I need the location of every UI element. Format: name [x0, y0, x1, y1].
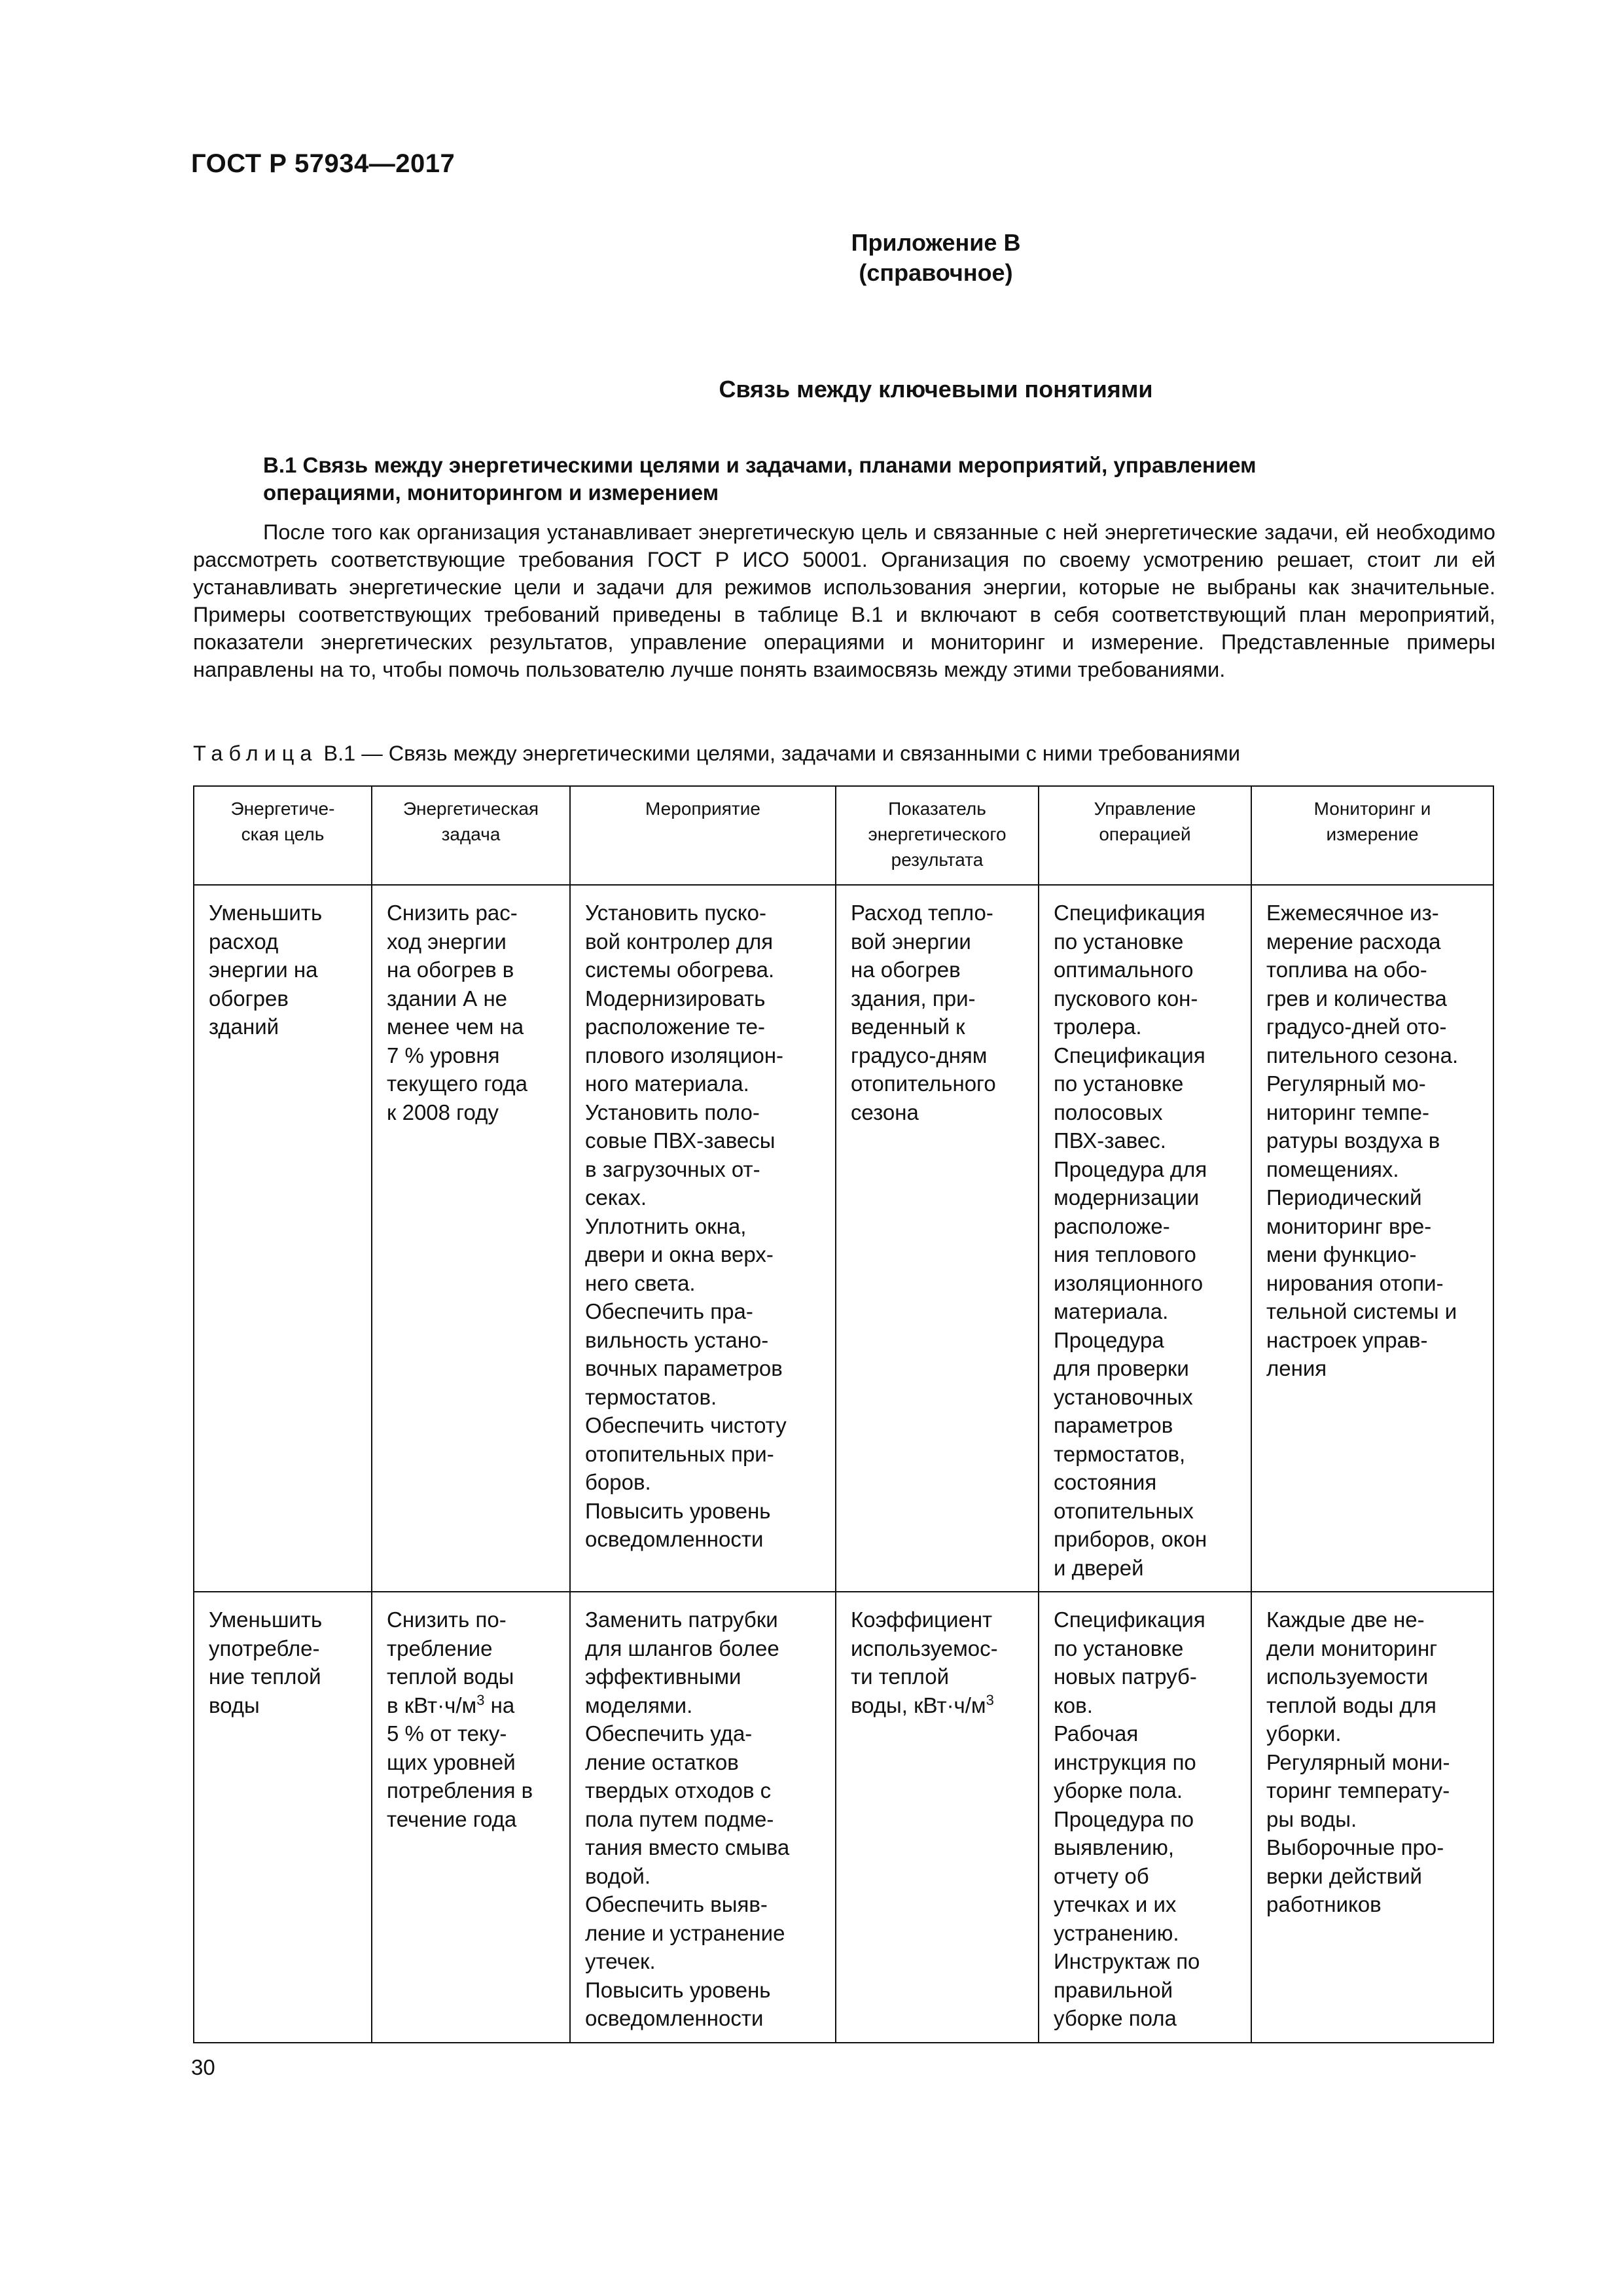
- cell-line: Процедура по: [1054, 1806, 1194, 1831]
- cell-line: градусо-дней ото-: [1266, 1014, 1447, 1039]
- subsection-heading: [263, 452, 1493, 507]
- cell-line: Периодический: [1266, 1185, 1422, 1210]
- cell-line: двери и окна верх-: [585, 1242, 774, 1266]
- cell-line: утечек.: [585, 1949, 656, 1973]
- cell-line: здания, при-: [851, 986, 976, 1011]
- cell-line: используемости: [1266, 1664, 1429, 1689]
- cell-line: ПВХ-завес.: [1054, 1128, 1166, 1153]
- cell-line: приборов, окон: [1054, 1527, 1207, 1551]
- cell-line: 7 % уровня: [387, 1043, 500, 1067]
- cell-line: зданий: [209, 1014, 279, 1039]
- cell-line: выявлению,: [1054, 1835, 1175, 1859]
- cell-line: воды, $кВт\cdot ч/м^3$: [851, 1691, 994, 1717]
- cell-line: градусо-дням: [851, 1043, 988, 1067]
- cell-line: осведомленности: [585, 1527, 764, 1551]
- table-body: [194, 885, 1493, 2043]
- cell-line: Повысить уровень: [585, 1498, 771, 1523]
- cell-line: помещениях.: [1266, 1157, 1399, 1181]
- cell-line: твердых отходов с: [585, 1778, 772, 1803]
- table-cell: [570, 1592, 836, 2043]
- cell-line: ление и устранение: [585, 1920, 785, 1945]
- cell-line: мени функцио-: [1266, 1242, 1417, 1266]
- cell-line: текущего года: [387, 1071, 527, 1096]
- cell-line: Спецификация: [1054, 1607, 1205, 1632]
- cell-line: грев и количества: [1266, 986, 1447, 1011]
- cell-line: и дверей: [1054, 1555, 1144, 1580]
- page-number: 30: [191, 2055, 215, 2079]
- cell-line: Рабочая: [1054, 1721, 1139, 1746]
- cell-line: теплой воды: [387, 1664, 514, 1689]
- cell-line: настроек управ-: [1266, 1327, 1428, 1352]
- cell-line: параметров: [1054, 1413, 1173, 1437]
- cell-line: 5 % от теку-: [387, 1721, 507, 1746]
- cell-line: дели мониторинг: [1266, 1636, 1438, 1660]
- cell-line: состояния: [1054, 1470, 1157, 1494]
- header-line: Энергетиче-: [230, 798, 335, 819]
- cell-line: Спецификация: [1054, 1043, 1205, 1067]
- cell-line: устранению.: [1054, 1920, 1179, 1945]
- cell-line: ниторинг темпе-: [1266, 1100, 1429, 1124]
- cell-line: Обеспечить выяв-: [585, 1892, 768, 1916]
- cell-line: обогрев: [209, 986, 289, 1011]
- cell-line: нирования отопи-: [1266, 1270, 1444, 1295]
- cell-line: вой энергии: [851, 929, 971, 954]
- cell-line: ков.: [1054, 1693, 1093, 1717]
- cell-line: в загрузочных от-: [585, 1157, 760, 1181]
- cell-line: в $кВт\cdot ч/м^3$ на: [387, 1691, 515, 1717]
- appendix-title: Приложение В: [851, 229, 1021, 256]
- cell-line: сезона: [851, 1100, 919, 1124]
- cell-line: Выборочные про-: [1266, 1835, 1444, 1859]
- cell-line: инструкция по: [1054, 1749, 1196, 1774]
- header-line: Показатель: [888, 798, 986, 819]
- cell-line: ратуры воздуха в: [1266, 1128, 1440, 1153]
- cell-line: воды: [209, 1693, 260, 1717]
- cell-line: моделями.: [585, 1693, 693, 1717]
- cell-line: Уменьшить: [209, 901, 323, 925]
- cell-line: ние теплой: [209, 1664, 321, 1689]
- cell-line: расположение те-: [585, 1014, 766, 1039]
- cell-line: тельной системы и: [1266, 1299, 1457, 1323]
- cell-line: теплой воды для: [1266, 1693, 1436, 1717]
- cell-line: правильной: [1054, 1977, 1173, 2002]
- cell-line: на обогрев: [851, 958, 961, 982]
- cell-line: используемос-: [851, 1636, 998, 1660]
- table-caption-label: Таблица: [193, 742, 318, 765]
- cell-line: секах.: [585, 1185, 647, 1210]
- table-cell: [1251, 1592, 1493, 2043]
- header-line: энергетического: [868, 824, 1007, 844]
- cell-line: Процедура: [1054, 1327, 1164, 1352]
- table-header-cell: [1039, 786, 1251, 885]
- cell-line: водой.: [585, 1863, 651, 1888]
- cell-line: уборке пола.: [1054, 1778, 1183, 1803]
- cell-line: Обеспечить чистоту: [585, 1413, 787, 1437]
- cell-line: вильность устано-: [585, 1327, 769, 1352]
- header-line: Мероприятие: [645, 798, 760, 819]
- cell-line: осведомленности: [585, 2006, 764, 2030]
- cell-line: модернизации: [1054, 1185, 1200, 1210]
- header-line: ская цель: [241, 824, 325, 844]
- cell-line: утечках и их: [1054, 1892, 1177, 1916]
- cell-line: менее чем на: [387, 1014, 524, 1039]
- cell-line: Заменить патрубки: [585, 1607, 778, 1632]
- cell-line: пола путем подме-: [585, 1806, 774, 1831]
- table-row: [194, 1592, 1493, 2043]
- table-header-cell: [570, 786, 836, 885]
- cell-line: эффективными: [585, 1664, 741, 1689]
- cell-line: уборки.: [1266, 1721, 1342, 1746]
- cell-line: ного материала.: [585, 1071, 749, 1096]
- document-code: ГОСТ Р 57934—2017: [191, 149, 455, 178]
- cell-line: к 2008 году: [387, 1100, 499, 1124]
- header-line: Управление: [1094, 798, 1196, 819]
- cell-line: Каждые две не-: [1266, 1607, 1425, 1632]
- subsection-line-2: операциями, мониторингом и измерением: [263, 480, 719, 505]
- cell-line: торинг температу-: [1266, 1778, 1450, 1803]
- cell-line: требление: [387, 1636, 493, 1660]
- cell-line: ры воды.: [1266, 1806, 1357, 1831]
- cell-line: Снизить по-: [387, 1607, 507, 1632]
- cell-line: щих уровней: [387, 1749, 516, 1774]
- cell-line: отопительных при-: [585, 1441, 774, 1466]
- table-cell: [1251, 885, 1493, 1592]
- cell-line: Уплотнить окна,: [585, 1213, 747, 1238]
- cell-line: топлива на обо-: [1266, 958, 1427, 982]
- header-line: измерение: [1326, 824, 1419, 844]
- cell-line: Регулярный мо-: [1266, 1071, 1426, 1096]
- cell-line: Снизить рас-: [387, 901, 518, 925]
- cell-line: работников: [1266, 1892, 1382, 1916]
- cell-line: здании А не: [387, 986, 508, 1011]
- header-line: Мониторинг и: [1313, 798, 1431, 819]
- table-cell: [1039, 885, 1251, 1592]
- cell-line: боров.: [585, 1470, 651, 1494]
- cell-line: Процедура для: [1054, 1157, 1207, 1181]
- cell-line: ход энергии: [387, 929, 507, 954]
- cell-line: новых патруб-: [1054, 1664, 1197, 1689]
- cell-line: ление остатков: [585, 1749, 739, 1774]
- header-line: задача: [441, 824, 501, 844]
- table-row: [194, 885, 1493, 1592]
- cell-line: Повысить уровень: [585, 1977, 771, 2002]
- cell-line: изоляционного: [1054, 1270, 1204, 1295]
- cell-line: отчету об: [1054, 1863, 1149, 1888]
- cell-line: отопительных: [1054, 1498, 1194, 1523]
- cell-line: отопительного: [851, 1071, 996, 1096]
- cell-line: Расход тепло-: [851, 901, 993, 925]
- table-header-cell: [836, 786, 1039, 885]
- cell-line: тания вместо смыва: [585, 1835, 790, 1859]
- cell-line: вочных параметров: [585, 1356, 783, 1380]
- appendix-heading: [0, 228, 1623, 288]
- cell-line: для шлангов более: [585, 1636, 779, 1660]
- header-line: результата: [891, 850, 984, 870]
- cell-line: уборке пола: [1054, 2006, 1177, 2030]
- table-header-cell: [194, 786, 372, 885]
- cell-line: расход: [209, 929, 279, 954]
- cell-line: по установке: [1054, 1636, 1184, 1660]
- cell-line: Инструктаж по: [1054, 1949, 1200, 1973]
- cell-line: вой контролер для: [585, 929, 774, 954]
- cell-line: ления: [1266, 1356, 1327, 1380]
- cell-line: ния теплового: [1054, 1242, 1196, 1266]
- cell-line: для проверки: [1054, 1356, 1189, 1380]
- cell-line: материала.: [1054, 1299, 1169, 1323]
- cell-line: течение года: [387, 1806, 517, 1831]
- cell-line: полосовых: [1054, 1100, 1163, 1124]
- cell-line: пительного сезона.: [1266, 1043, 1459, 1067]
- table-cell: [372, 885, 570, 1592]
- cell-line: веденный к: [851, 1014, 965, 1039]
- subsection-line-1: В.1 Связь между энергетическими целями и задачами, планами мероприятий, управлением: [263, 453, 1257, 477]
- cell-line: системы обогрева.: [585, 958, 775, 982]
- cell-line: термостатов,: [1054, 1441, 1186, 1466]
- cell-line: термостатов.: [585, 1384, 717, 1409]
- header-line: Энергетическая: [402, 798, 539, 819]
- cell-line: Ежемесячное из-: [1266, 901, 1439, 925]
- cell-line: оптимального: [1054, 958, 1194, 982]
- cell-line: пускового кон-: [1054, 986, 1198, 1011]
- cell-line: потребления в: [387, 1778, 533, 1803]
- cell-line: ти теплой: [851, 1664, 950, 1689]
- appendix-subtitle: (справочное): [859, 259, 1013, 286]
- table-cell: [372, 1592, 570, 2043]
- cell-line: Установить поло-: [585, 1100, 760, 1124]
- cell-line: установочных: [1054, 1384, 1193, 1409]
- section-title: Связь между ключевыми понятиями: [719, 376, 1153, 403]
- cell-line: тролера.: [1054, 1014, 1142, 1039]
- cell-line: Обеспечить пра-: [585, 1299, 753, 1323]
- table-cell: [570, 885, 836, 1592]
- table-cell: [194, 885, 372, 1592]
- table-cell: [1039, 1592, 1251, 2043]
- cell-line: мониторинг вре-: [1266, 1213, 1432, 1238]
- table-header-row: [194, 786, 1493, 885]
- cell-line: расположе-: [1054, 1213, 1170, 1238]
- cell-line: Регулярный мони-: [1266, 1749, 1450, 1774]
- cell-line: Обеспечить уда-: [585, 1721, 753, 1746]
- cell-line: энергии на: [209, 958, 318, 982]
- cell-line: мерение расхода: [1266, 929, 1441, 954]
- cell-line: него света.: [585, 1270, 696, 1295]
- table-header-cell: [372, 786, 570, 885]
- cell-line: на обогрев в: [387, 958, 514, 982]
- cell-line: Установить пуско-: [585, 901, 767, 925]
- table-caption: [193, 742, 1495, 766]
- cell-line: по установке: [1054, 929, 1184, 954]
- cell-line: по установке: [1054, 1071, 1184, 1096]
- cell-line: употребле-: [209, 1636, 320, 1660]
- cell-line: Спецификация: [1054, 901, 1205, 925]
- cell-line: совые ПВХ-завесы: [585, 1128, 776, 1153]
- header-line: операцией: [1099, 824, 1191, 844]
- cell-line: верки действий: [1266, 1863, 1422, 1888]
- table-cell: [194, 1592, 372, 2043]
- cell-line: Уменьшить: [209, 1607, 323, 1632]
- cell-line: Коэффициент: [851, 1607, 993, 1632]
- table-caption-text: В.1 — Связь между энергетическими целями, задачами и связанными с ними требованиями: [323, 742, 1241, 765]
- cell-line: Модернизировать: [585, 986, 766, 1011]
- body-paragraph: После того как организация устанавливает энергетическую цель и связанные с ней энергетические задачи, ей необходимо рассмотреть соответствующие требования ГОСТ Р ИСО 50001. Организация по своему усмотрению решает, стоит ли ей устанавливать энергетические цели и задачи для режимов использования энергии, которые не выбраны как значительные. Примеры соответствующих требований приведены в таблице В.1 и включают в себя соответствующий план мероприятий, показатели энергетических результатов, управление операциями и мониторинг и измерение. Представленные примеры направлены на то, чтобы помочь пользователю лучше понять взаимосвязь между этими требованиями.: [193, 520, 1495, 681]
- table-cell: [836, 1592, 1039, 2043]
- table-cell: [836, 885, 1039, 1592]
- requirements-table: [193, 785, 1494, 2043]
- table-header-cell: [1251, 786, 1493, 885]
- cell-line: плового изоляцион-: [585, 1043, 784, 1067]
